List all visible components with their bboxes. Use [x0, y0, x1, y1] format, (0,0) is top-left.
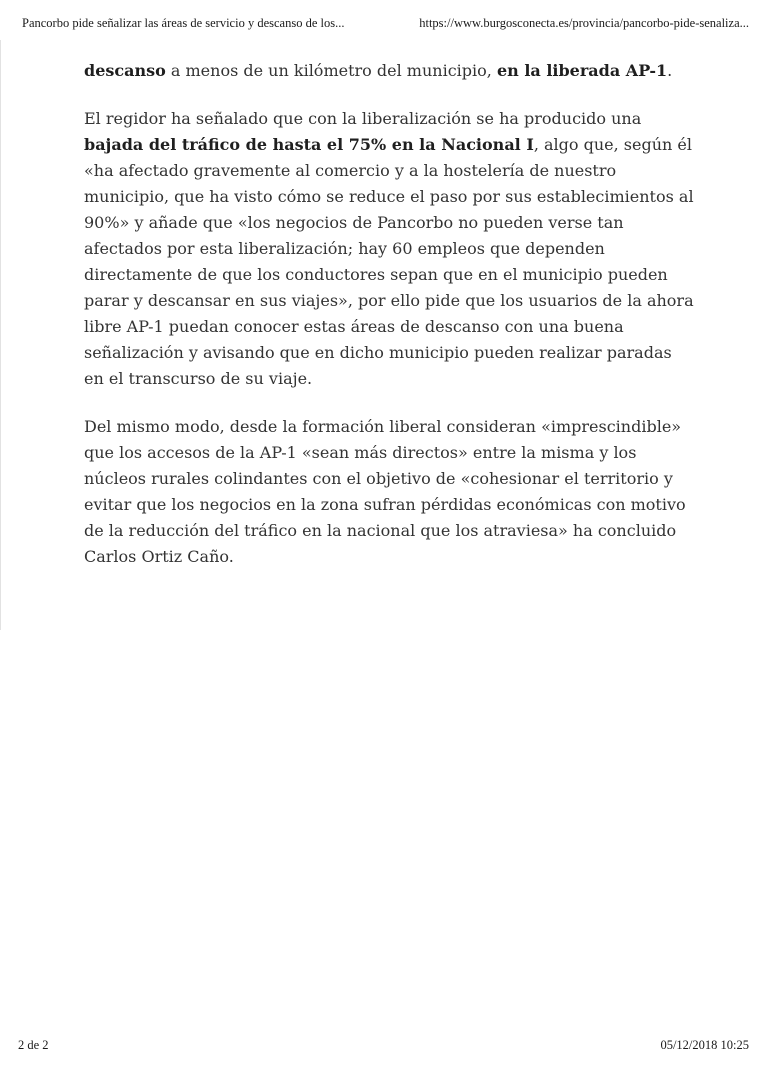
paragraph-text: El regidor ha señalado que con la liberalización se ha producido una	[84, 109, 642, 128]
paragraph-1	[84, 58, 694, 84]
bold-text: en la liberada AP-1	[496, 61, 668, 80]
paragraph-text: a menos de un kilómetro del municipio,	[165, 61, 497, 80]
bold-text: descanso	[84, 61, 166, 80]
page-title: Pancorbo pide señalizar las áreas de servicio y descanso de los...	[22, 16, 345, 30]
paragraph-text: , algo que, según él «ha afectado gravemente al comercio y a la hostelería de nuestro municipio, que ha visto cómo se reduce el paso por sus establecimientos al 90%» y añade que «los negocios de Pancorbo no pueden verse tan afectados por esta liberalización; hay 60 empleos que dependen directamente de que los conductores sepan que en el municipio pueden parar y descansar en sus viajes», por ello pide que los usuarios de la ahora libre AP-1 puedan conocer estas áreas de descanso con una buena señalización y avisando que en dicho municipio pueden realizar paradas en el transcurso de su viaje.	[84, 135, 694, 388]
print-header	[22, 16, 749, 36]
paragraph-text: .	[667, 61, 673, 80]
paragraph-3: Del mismo modo, desde la formación liberal consideran «imprescindible» que los accesos de la AP-1 «sean más directos» entre la misma y los núcleos rurales colindantes con el objetivo de «cohesionar el territorio y evitar que los negocios en la zona sufran pérdidas económicas con motivo de la reducción del tráfico en la nacional que los atraviesa» ha concluido Carlos Ortiz Caño.	[84, 417, 686, 566]
bold-text: bajada del tráfico de hasta el 75% en la Nacional I	[84, 135, 534, 154]
article-body	[84, 58, 694, 592]
page-url[interactable]: https://www.burgosconecta.es/provincia/pancorbo-pide-senaliza...	[419, 16, 749, 30]
paragraph-2	[84, 106, 694, 392]
scan-edge-line	[0, 40, 1, 630]
print-footer	[18, 1038, 749, 1058]
page-number: 2 de 2	[18, 1038, 49, 1052]
print-datetime: 05/12/2018 10:25	[660, 1038, 749, 1052]
